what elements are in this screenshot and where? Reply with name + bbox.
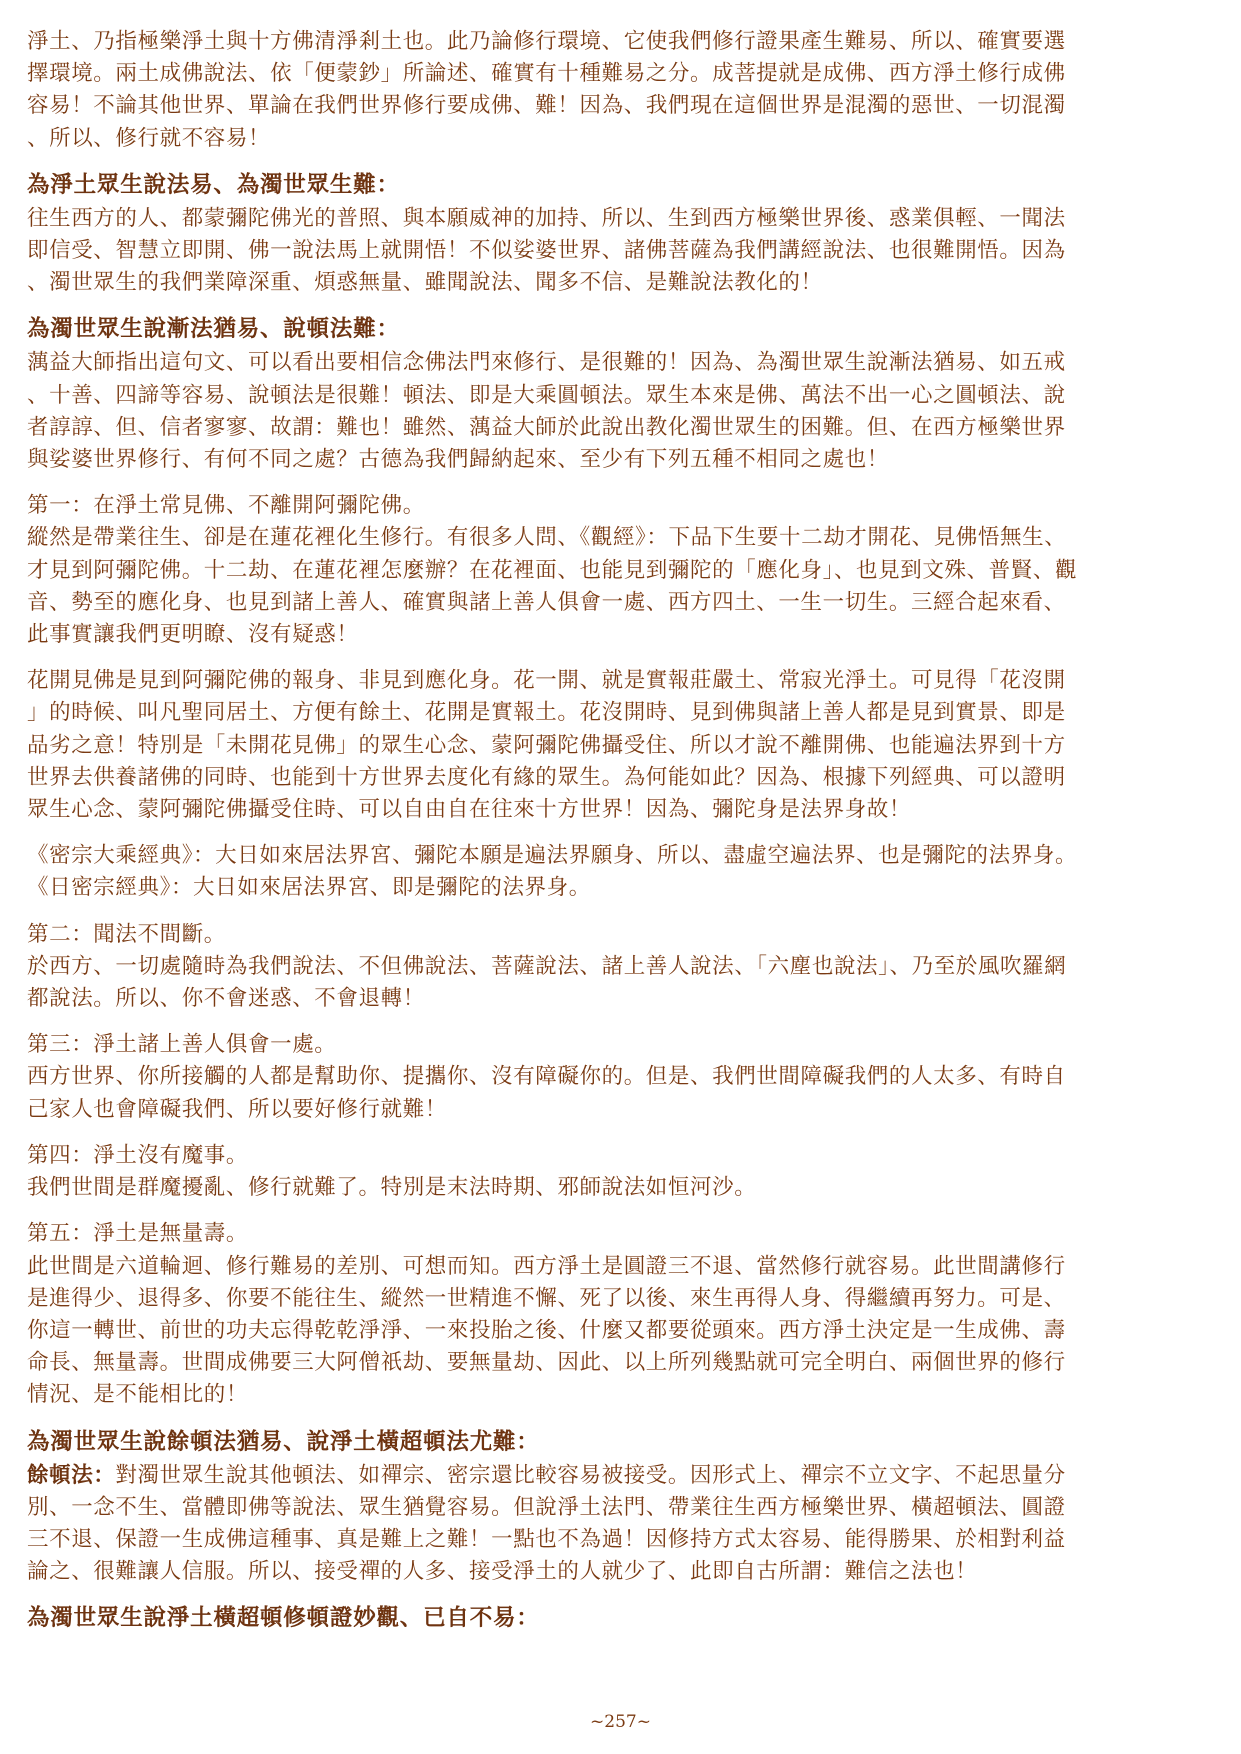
- text-line: 第三：淨土諸上善人俱會一處。: [27, 1032, 337, 1058]
- text-line: 第二：聞法不間斷。: [27, 921, 226, 947]
- text-line: 即信受、智慧立即開、佛一說法馬上就開悟！不似娑婆世界、諸佛菩薩為我們講經說法、也很難開悟。因為: [27, 238, 1066, 264]
- paragraph-intro: [27, 26, 1222, 155]
- text-line: 才見到阿彌陀佛。十二劫、在蓮花裡怎麼辦？在花裡面、也能見到彌陀的「應化身」、也見到文殊、普賢、觀: [27, 557, 1078, 583]
- text-line: 縱然是帶業往生、卻是在蓮花裡化生修行。有很多人問、《觀經》：下品下生要十二劫才開花、見佛悟無生、: [27, 525, 1067, 551]
- document-page: [27, 26, 1222, 1636]
- text-line: [27, 1460, 1222, 1492]
- text-line: 品劣之意！特別是「未開花見佛」的眾生心念、蒙阿彌陀佛攝受住、所以才說不離開佛、也能遍法界到十方: [27, 732, 1066, 758]
- text-line: 與娑婆世界修行、有何不同之處？古德為我們歸納起來、至少有下列五種不相同之處也！: [27, 447, 889, 473]
- text-line: 第五：淨土是無量壽。: [27, 1221, 249, 1247]
- text-line: 都說法。所以、你不會迷惑、不會退轉！: [27, 986, 425, 1012]
- text-line: 情況、是不能相比的！: [27, 1382, 249, 1408]
- text-line: 蕅益大師指出這句文、可以看出要相信念佛法門來修行、是很難的！因為、為濁世眾生說漸法猶易、如五戒: [27, 350, 1066, 376]
- text-line: 別、一念不生、當體即佛等說法、眾生猶覺容易。但說淨土法門、帶業往生西方極樂世界、橫超頓法、圓證: [27, 1494, 1066, 1520]
- text-line: 《密宗大乘經典》：大日如來居法界宮、彌陀本願是遍法界願身、所以、盡虛空遍法界、也是彌陀的法界身。: [27, 843, 1078, 869]
- text-line: 眾生心念、蒙阿彌陀佛攝受住時、可以自由自在往來十方世界！因為、彌陀身是法界身故！: [27, 797, 912, 823]
- text-line: 擇環境。兩土成佛說法、依「便蒙鈔」所論述、確實有十種難易之分。成菩提就是成佛、西方淨土修行成佛: [27, 61, 1066, 87]
- paragraph-point-1: [27, 490, 1222, 651]
- section-heading-4: 為濁世眾生說淨土橫超頓修頓證妙觀、已自不易：: [27, 1605, 540, 1632]
- text-line: 此事實讓我們更明瞭、沒有疑惑！: [27, 622, 359, 648]
- text-segment: 對濁世眾生說其他頓法、如禪宗、密宗還比較容易被接受。因形式上、禪宗不立文字、不起思量分: [115, 1462, 1066, 1488]
- text-line: 世界去供養諸佛的同時、也能到十方世界去度化有緣的眾生。為何能如此？因為、根據下列經典、可以證明: [27, 764, 1066, 790]
- text-line: 論之、很難讓人信服。所以、接受禪的人多、接受淨土的人就少了、此即自古所謂：難信之法也！: [27, 1559, 978, 1585]
- paragraph-section-3: [27, 1460, 1222, 1589]
- section-heading-1: 為淨土眾生說法易、為濁世眾生難：: [27, 171, 400, 198]
- text-line: 此世間是六道輪迴、修行難易的差別、可想而知。西方淨土是圓證三不退、當然修行就容易。此世間講修行: [27, 1253, 1066, 1279]
- text-line: 第四：淨土沒有魔事。: [27, 1142, 249, 1168]
- paragraph-flower-open: [27, 665, 1222, 826]
- paragraph-section-2: [27, 347, 1222, 476]
- section-heading-3: 為濁世眾生說餘頓法猶易、說淨土橫超頓法尤難：: [27, 1428, 540, 1455]
- paragraph-point-5: [27, 1218, 1222, 1411]
- paragraph-point-3: [27, 1029, 1222, 1126]
- page-number: ~257~: [590, 1712, 651, 1732]
- text-line: 、濁世眾生的我們業障深重、煩惑無量、雖聞說法、聞多不信、是難說法教化的！: [27, 270, 823, 296]
- text-line: 三不退、保證一生成佛這種事、真是難上之難！一點也不為過！因修持方式太容易、能得勝果、於相對利益: [27, 1526, 1066, 1552]
- paragraph-point-2: [27, 919, 1222, 1016]
- text-line: 者諄諄、但、信者寥寥、故謂：難也！雖然、蕅益大師於此說出教化濁世眾生的困難。但、在西方極樂世界: [27, 414, 1066, 440]
- text-line: 《日密宗經典》：大日如來居法界宮、即是彌陀的法界身。: [27, 875, 591, 901]
- text-line: 於西方、一切處隨時為我們說法、不但佛說法、菩薩說法、諸上善人說法、「六塵也說法」、乃至於風吹羅網: [27, 953, 1067, 979]
- term-label: 餘頓法：: [27, 1462, 116, 1488]
- text-line: 淨土、乃指極樂淨土與十方佛清淨剎土也。此乃論修行環境、它使我們修行證果產生難易、所以、確實要選: [27, 29, 1066, 54]
- paragraph-sutra-citations: [27, 840, 1222, 904]
- text-line: 你這一轉世、前世的功夫忘得乾乾淨淨、一來投胎之後、什麼又都要從頭來。西方淨土決定是一生成佛、壽: [27, 1317, 1066, 1343]
- text-line: 己家人也會障礙我們、所以要好修行就難！: [27, 1096, 447, 1122]
- text-line: 、所以、修行就不容易！: [27, 125, 271, 151]
- text-line: 是進得少、退得多、你要不能往生、縱然一世精進不懈、死了以後、來生再得人身、得繼續再努力。可是、: [27, 1285, 1066, 1311]
- paragraph-point-4: [27, 1140, 1222, 1204]
- section-heading-2: 為濁世眾生說漸法猶易、說頓法難：: [27, 316, 400, 343]
- text-line: 」的時候、叫凡聖同居土、方便有餘土、花開是實報土。花沒開時、見到佛與諸上善人都是見到實景、即是: [27, 700, 1066, 726]
- text-line: 往生西方的人、都蒙彌陀佛光的普照、與本願威神的加持、所以、生到西方極樂世界後、惑業俱輕、一聞法: [27, 205, 1066, 231]
- text-line: 、十善、四諦等容易、說頓法是很難！頓法、即是大乘圓頓法。眾生本來是佛、萬法不出一心之圓頓法、說: [27, 382, 1066, 408]
- text-line: 花開見佛是見到阿彌陀佛的報身、非見到應化身。花一開、就是實報莊嚴土、常寂光淨土。可見得「花沒開: [27, 668, 1066, 694]
- text-line: 容易！不論其他世界、單論在我們世界修行要成佛、難！因為、我們現在這個世界是混濁的惡世、一切混濁: [27, 93, 1066, 119]
- text-line: 命長、無量壽。世間成佛要三大阿僧祇劫、要無量劫、因此、以上所列幾點就可完全明白、兩個世界的修行: [27, 1350, 1066, 1376]
- text-line: 我們世間是群魔擾亂、修行就難了。特別是末法時期、邪師說法如恒河沙。: [27, 1175, 757, 1201]
- text-line: 音、勢至的應化身、也見到諸上善人、確實與諸上善人俱會一處、西方四土、一生一切生。三經合起來看、: [27, 589, 1066, 615]
- text-line: 西方世界、你所接觸的人都是幫助你、提攜你、沒有障礙你的。但是、我們世間障礙我們的人太多、有時自: [27, 1064, 1066, 1090]
- paragraph-section-1: [27, 203, 1222, 300]
- text-line: 第一：在淨土常見佛、不離開阿彌陀佛。: [27, 493, 425, 519]
